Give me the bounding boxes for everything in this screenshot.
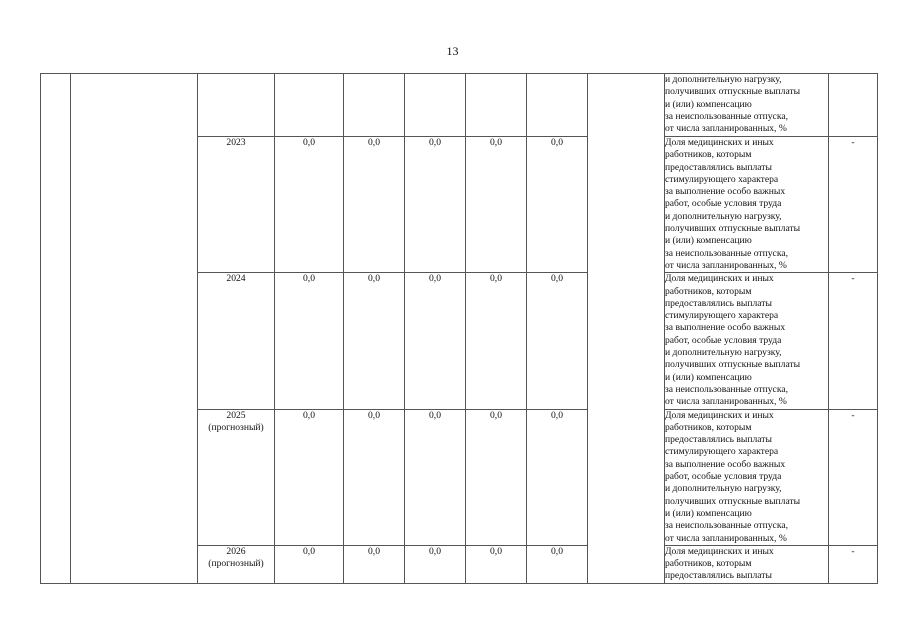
value-cell: 0,0 (405, 273, 466, 409)
source-column-cell (588, 74, 665, 584)
year-label: 2025 (226, 409, 246, 421)
value-cell: 0,0 (466, 545, 527, 583)
indicator-line: и дополнительную нагрузку, (665, 347, 782, 359)
year-label: 2023 (226, 137, 246, 148)
year-label: 2026 (226, 545, 246, 557)
indicator-line: предоставлялись выплаты (665, 434, 772, 446)
table-row (41, 74, 878, 137)
value-cell: 0,0 (527, 545, 588, 583)
indicator-line: и дополнительную нагрузку, (665, 74, 782, 85)
indicator-line: и дополнительную нагрузку, (665, 210, 782, 222)
indicator-line: и (или) компенсацию (665, 507, 752, 519)
indicator-line: от числа запланированных, % (665, 123, 787, 135)
indicator-line: получивших отпускные выплаты (665, 86, 801, 98)
value-cell (466, 74, 527, 137)
value-cell: 0,0 (344, 137, 405, 273)
value-cell: 0,0 (344, 273, 405, 409)
indicator-line: работников, которым (665, 558, 752, 570)
indicator-line: за неиспользованные отпуска, (665, 247, 788, 259)
indicator-cell (665, 137, 829, 273)
indicator-line: и дополнительную нагрузку, (665, 483, 782, 495)
value-cell: 0,0 (405, 409, 466, 545)
indicator-cell (665, 273, 829, 409)
indicator-line: получивших отпускные выплаты (665, 359, 801, 371)
value-cell: 0,0 (344, 545, 405, 583)
value-cell: 0,0 (275, 409, 344, 545)
indicator-line: получивших отпускные выплаты (665, 495, 801, 507)
value-cell: 0,0 (527, 409, 588, 545)
value-cell: 0,0 (527, 273, 588, 409)
value-cell (344, 74, 405, 137)
indicator-line: предоставлялись выплаты (665, 570, 772, 582)
value-cell: 0,0 (466, 273, 527, 409)
indicator-line: стимулирующего характера (665, 173, 779, 185)
indicator-line: от числа запланированных, % (665, 259, 787, 271)
value-cell: 0,0 (275, 137, 344, 273)
value-cell: 0,0 (527, 137, 588, 273)
indicator-line: от числа запланированных, % (665, 396, 787, 408)
year-label: 2024 (226, 273, 246, 285)
value-cell (405, 74, 466, 137)
indicator-line: и (или) компенсацию (665, 98, 752, 110)
indicator-line: получивших отпускные выплаты (665, 223, 801, 235)
target-value-cell: - (829, 409, 878, 545)
value-cell: 0,0 (275, 273, 344, 409)
indicators-table (40, 73, 878, 584)
name-column-cell (71, 74, 198, 584)
target-value-cell (829, 74, 878, 137)
year-cell (198, 74, 275, 137)
value-cell: 0,0 (405, 545, 466, 583)
value-cell: 0,0 (405, 137, 466, 273)
indicator-line: за неиспользованные отпуска, (665, 110, 788, 122)
target-value-cell: - (829, 545, 878, 583)
indicator-line: за неиспользованные отпуска, (665, 383, 788, 395)
indicator-line: Доля медицинских и иных (665, 273, 774, 285)
indicator-line: и (или) компенсацию (665, 371, 752, 383)
value-cell (275, 74, 344, 137)
indicator-line: стимулирующего характера (665, 446, 779, 458)
year-cell (198, 409, 275, 545)
target-value-cell: - (829, 137, 878, 273)
indicator-line: предоставлялись выплаты (665, 161, 772, 173)
value-cell: 0,0 (466, 137, 527, 273)
indicator-line: за выполнение особо важных (665, 322, 786, 334)
indicator-line: за выполнение особо важных (665, 186, 786, 198)
indicator-line: Доля медицинских и иных (665, 545, 774, 557)
indicator-line: за неиспользованные отпуска, (665, 520, 788, 532)
indicator-line: Доля медицинских и иных (665, 409, 774, 421)
page-number: 13 (446, 44, 459, 58)
value-cell: 0,0 (344, 409, 405, 545)
indicator-line: от числа запланированных, % (665, 532, 787, 544)
indicator-line: работ, особые условия труда (665, 471, 782, 483)
value-cell: 0,0 (466, 409, 527, 545)
indicator-line: за выполнение особо важных (665, 458, 786, 470)
target-value-cell: - (829, 273, 878, 409)
year-cell (198, 137, 275, 273)
indicator-cell (665, 409, 829, 545)
number-column-cell (41, 74, 71, 584)
indicator-line: предоставлялись выплаты (665, 297, 772, 309)
indicator-cell (665, 74, 829, 137)
indicator-line: работников, которым (665, 421, 752, 433)
year-cell (198, 545, 275, 583)
year-note: (прогнозный) (208, 558, 264, 570)
indicator-line: работников, которым (665, 285, 752, 297)
indicator-line: Доля медицинских и иных (665, 137, 774, 148)
indicator-cell (665, 545, 829, 583)
indicator-line: работ, особые условия труда (665, 198, 782, 210)
year-note: (прогнозный) (208, 421, 264, 433)
year-cell (198, 273, 275, 409)
value-cell: 0,0 (275, 545, 344, 583)
indicator-line: работников, которым (665, 149, 752, 161)
indicator-line: стимулирующего характера (665, 310, 779, 322)
value-cell (527, 74, 588, 137)
indicator-line: и (или) компенсацию (665, 235, 752, 247)
indicator-line: работ, особые условия труда (665, 334, 782, 346)
